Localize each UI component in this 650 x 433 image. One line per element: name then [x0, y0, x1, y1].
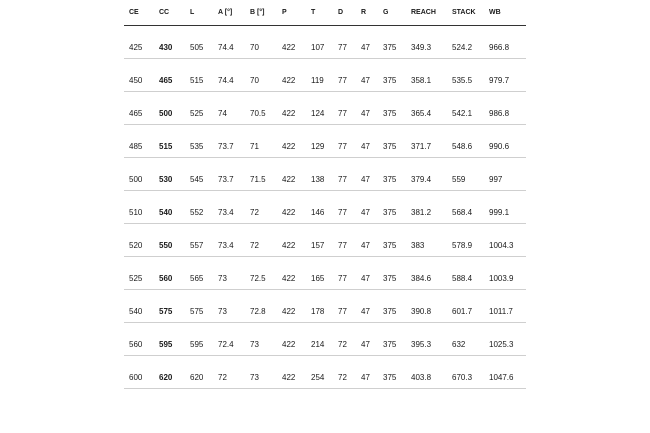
cell-wb: 1003.9 [489, 274, 514, 283]
cell-g: 375 [383, 241, 397, 250]
cell-g: 375 [383, 274, 397, 283]
cell-t: 124 [311, 109, 325, 118]
cell-r: 47 [361, 307, 370, 316]
header-a: A [°] [218, 9, 233, 16]
cell-d: 77 [338, 109, 347, 118]
cell-g: 375 [383, 109, 397, 118]
cell-b: 72.8 [250, 307, 266, 316]
cell-a: 72 [218, 373, 227, 382]
cell-stack: 559 [452, 175, 466, 184]
cell-ce: 520 [129, 241, 143, 250]
cell-cc: 530 [159, 175, 173, 184]
cell-r: 47 [361, 274, 370, 283]
cell-g: 375 [383, 307, 397, 316]
table-row [124, 92, 526, 125]
table-row [124, 26, 526, 59]
cell-reach: 349.3 [411, 43, 432, 52]
table-body [124, 26, 526, 389]
table-row [124, 191, 526, 224]
cell-reach: 390.8 [411, 307, 432, 316]
table-row [124, 125, 526, 158]
header-b: B [°] [250, 9, 265, 16]
table-row [124, 158, 526, 191]
cell-t: 165 [311, 274, 325, 283]
cell-stack: 568.4 [452, 208, 473, 217]
cell-g: 375 [383, 373, 397, 382]
cell-l: 595 [190, 340, 204, 349]
cell-t: 107 [311, 43, 325, 52]
table-row [124, 323, 526, 356]
cell-b: 72.5 [250, 274, 266, 283]
cell-reach: 384.6 [411, 274, 432, 283]
cell-g: 375 [383, 175, 397, 184]
cell-ce: 450 [129, 76, 143, 85]
cell-a: 73.4 [218, 208, 234, 217]
cell-reach: 395.3 [411, 340, 432, 349]
cell-a: 73 [218, 274, 227, 283]
cell-ce: 465 [129, 109, 143, 118]
header-reach: REACH [411, 9, 436, 16]
table-row [124, 257, 526, 290]
cell-b: 73 [250, 340, 259, 349]
cell-p: 422 [282, 76, 296, 85]
cell-l: 575 [190, 307, 204, 316]
cell-cc: 620 [159, 373, 173, 382]
cell-reach: 365.4 [411, 109, 432, 118]
cell-a: 72.4 [218, 340, 234, 349]
cell-reach: 379.4 [411, 175, 432, 184]
cell-stack: 578.9 [452, 241, 473, 250]
cell-b: 73 [250, 373, 259, 382]
table-row [124, 290, 526, 323]
cell-stack: 524.2 [452, 43, 473, 52]
cell-wb: 1011.7 [489, 307, 513, 316]
cell-l: 525 [190, 109, 204, 118]
header-p: P [282, 9, 287, 16]
cell-p: 422 [282, 340, 296, 349]
cell-reach: 381.2 [411, 208, 432, 217]
header-d: D [338, 9, 344, 16]
cell-reach: 358.1 [411, 76, 432, 85]
cell-wb: 979.7 [489, 76, 510, 85]
cell-a: 74.4 [218, 43, 234, 52]
cell-ce: 485 [129, 142, 143, 151]
cell-wb: 1004.3 [489, 241, 514, 250]
cell-b: 72 [250, 241, 259, 250]
cell-reach: 403.8 [411, 373, 432, 382]
header-wb: WB [489, 9, 501, 16]
cell-cc: 575 [159, 307, 173, 316]
cell-wb: 997 [489, 175, 503, 184]
cell-g: 375 [383, 76, 397, 85]
cell-stack: 548.6 [452, 142, 473, 151]
cell-t: 119 [311, 76, 324, 85]
header-r: R [361, 9, 367, 16]
cell-a: 73.7 [218, 175, 234, 184]
cell-a: 73.4 [218, 241, 234, 250]
cell-b: 72 [250, 208, 259, 217]
cell-t: 214 [311, 340, 325, 349]
cell-l: 545 [190, 175, 204, 184]
cell-stack: 535.5 [452, 76, 473, 85]
header-g: G [383, 9, 389, 16]
cell-d: 77 [338, 241, 347, 250]
cell-l: 515 [190, 76, 204, 85]
cell-t: 129 [311, 142, 325, 151]
cell-a: 73.7 [218, 142, 234, 151]
cell-b: 71.5 [250, 175, 266, 184]
cell-l: 505 [190, 43, 204, 52]
cell-cc: 430 [159, 43, 173, 52]
cell-cc: 465 [159, 76, 173, 85]
cell-p: 422 [282, 241, 296, 250]
cell-wb: 986.8 [489, 109, 510, 118]
cell-cc: 515 [159, 142, 173, 151]
header-l: L [190, 9, 195, 16]
cell-t: 254 [311, 373, 325, 382]
cell-l: 565 [190, 274, 204, 283]
cell-r: 47 [361, 109, 370, 118]
cell-ce: 600 [129, 373, 143, 382]
header-stack: STACK [452, 9, 476, 16]
cell-b: 71 [250, 142, 259, 151]
cell-r: 47 [361, 142, 370, 151]
cell-r: 47 [361, 208, 370, 217]
cell-stack: 601.7 [452, 307, 473, 316]
cell-l: 535 [190, 142, 204, 151]
cell-p: 422 [282, 208, 296, 217]
cell-r: 47 [361, 340, 370, 349]
cell-l: 557 [190, 241, 204, 250]
cell-a: 74 [218, 109, 227, 118]
cell-r: 47 [361, 373, 370, 382]
cell-ce: 525 [129, 274, 143, 283]
cell-stack: 542.1 [452, 109, 473, 118]
cell-r: 47 [361, 76, 370, 85]
cell-cc: 550 [159, 241, 173, 250]
cell-reach: 383 [411, 241, 425, 250]
header-t: T [311, 9, 316, 16]
cell-wb: 966.8 [489, 43, 510, 52]
cell-g: 375 [383, 208, 397, 217]
cell-g: 375 [383, 43, 397, 52]
cell-ce: 425 [129, 43, 143, 52]
cell-d: 72 [338, 373, 347, 382]
cell-r: 47 [361, 241, 370, 250]
cell-t: 157 [311, 241, 325, 250]
cell-l: 552 [190, 208, 204, 217]
geometry-table [124, 0, 526, 389]
cell-t: 138 [311, 175, 325, 184]
cell-wb: 999.1 [489, 208, 510, 217]
header-cc: CC [159, 9, 170, 16]
cell-reach: 371.7 [411, 142, 432, 151]
cell-stack: 632 [452, 340, 466, 349]
cell-cc: 540 [159, 208, 173, 217]
cell-cc: 560 [159, 274, 173, 283]
cell-d: 77 [338, 76, 347, 85]
cell-p: 422 [282, 274, 296, 283]
table-row [124, 59, 526, 92]
cell-g: 375 [383, 142, 397, 151]
cell-d: 77 [338, 142, 347, 151]
cell-d: 77 [338, 208, 347, 217]
cell-d: 72 [338, 340, 347, 349]
table-header-row [124, 0, 526, 26]
cell-b: 70.5 [250, 109, 266, 118]
cell-ce: 510 [129, 208, 143, 217]
cell-t: 178 [311, 307, 325, 316]
cell-p: 422 [282, 109, 296, 118]
cell-ce: 500 [129, 175, 143, 184]
cell-r: 47 [361, 43, 370, 52]
table-row [124, 224, 526, 257]
cell-d: 77 [338, 307, 347, 316]
cell-b: 70 [250, 76, 259, 85]
cell-wb: 1025.3 [489, 340, 514, 349]
cell-d: 77 [338, 175, 347, 184]
cell-d: 77 [338, 274, 347, 283]
cell-p: 422 [282, 307, 296, 316]
cell-r: 47 [361, 175, 370, 184]
cell-d: 77 [338, 43, 347, 52]
cell-a: 73 [218, 307, 227, 316]
cell-g: 375 [383, 340, 397, 349]
cell-t: 146 [311, 208, 325, 217]
cell-ce: 540 [129, 307, 143, 316]
cell-p: 422 [282, 43, 296, 52]
cell-wb: 990.6 [489, 142, 510, 151]
cell-cc: 500 [159, 109, 173, 118]
cell-stack: 670.3 [452, 373, 473, 382]
cell-p: 422 [282, 175, 296, 184]
cell-p: 422 [282, 142, 296, 151]
cell-a: 74.4 [218, 76, 234, 85]
table-row [124, 356, 526, 389]
cell-stack: 588.4 [452, 274, 473, 283]
cell-wb: 1047.6 [489, 373, 514, 382]
header-ce: CE [129, 9, 139, 16]
cell-cc: 595 [159, 340, 173, 349]
cell-p: 422 [282, 373, 296, 382]
cell-b: 70 [250, 43, 259, 52]
cell-ce: 560 [129, 340, 143, 349]
cell-l: 620 [190, 373, 204, 382]
